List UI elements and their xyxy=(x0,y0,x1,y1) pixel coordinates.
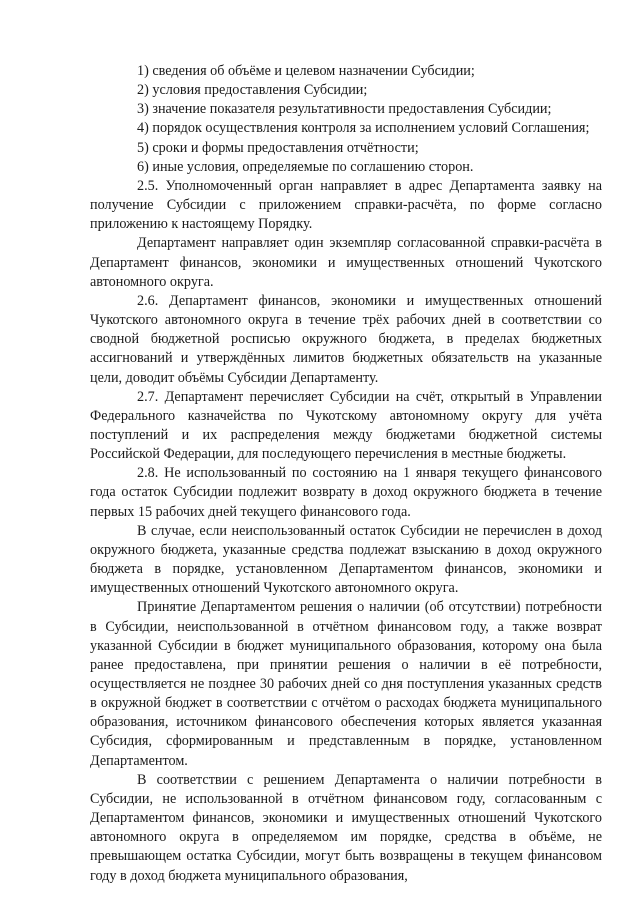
list-item: 6) иные условия, определяемые по соглашению сторон. xyxy=(137,158,474,175)
list-item: 3) значение показателя результативности предоставления Субсидии; xyxy=(137,101,552,118)
document-body xyxy=(90,62,602,886)
list-item: 1) сведения об объёме и целевом назначении Субсидии; xyxy=(137,63,475,79)
list-item: 2) условия предоставления Субсидии; xyxy=(137,82,368,99)
paragraph: 2.5. Уполномоченный орган направляет в адрес Департамента заявку на получение Субсидии с приложением справки-расчёта, по форме согласно приложению к настоящему Порядку. xyxy=(90,177,602,233)
paragraph: 2.6. Департамент финансов, экономики и имущественных отношений Чукотского автономного округа в течение трёх рабочих дней в соответствии со сводной бюджетной росписью окружного бюджета, в пределах бюджетных ассигнований и утверждённых лимитов бюджетных обязательств на указанные цели, доводит объёмы Субсидии Департаменту. xyxy=(90,292,602,386)
paragraph: 2.7. Департамент перечисляет Субсидии на счёт, открытый в Управлении Федерального казначейства по Чукотскому автономному округу для учёта поступлений и их распределения между бюджетами бюджетной системы Российской Федерации, для последующего перечисления в местные бюджеты. xyxy=(90,388,602,463)
list-item: 4) порядок осуществления контроля за исполнением условий Соглашения; xyxy=(137,120,590,137)
paragraph: В случае, если неиспользованный остаток Субсидии не перечислен в доход окружного бюджета, указанные средства подлежат взысканию в доход окружного бюджета в порядке, установленном Департаментом финансов, экономики и имущественных отношений Чукотского автономного округа. xyxy=(90,522,602,597)
paragraph: Департамент направляет один экземпляр согласованной справки-расчёта в Департамент финансов, экономики и имущественных отношений Чукотского автономного округа. xyxy=(90,235,602,290)
list-item: 5) сроки и формы предоставления отчётности; xyxy=(137,139,419,156)
paragraph: В соответствии с решением Департамента о наличии потребности в Субсидии, не использованной в отчётном финансовом году, согласованным с Департаментом финансов, экономики и имущественных отношений Чукотского автономного округа в определяемом им порядке, средства в объёме, не превышающем остатка Субсидии, могут быть возвращены в текущем финансовом году в доход бюджета муниципального образования, xyxy=(90,771,602,884)
paragraph: 2.8. Не использованный по состоянию на 1 января текущего финансового года остаток Субсидии подлежит возврату в доход окружного бюджета в течение первых 15 рабочих дней текущего финансового года. xyxy=(90,465,602,520)
paragraph: Принятие Департаментом решения о наличии (об отсутствии) потребности в Субсидии, неиспользованной в отчётном финансовом году, а также возврат указанной Субсидии в бюджет муниципального образования, которому она была ранее предоставлена, при принятии решения о наличии в её потребности, осуществляется не позднее 30 рабочих дней со дня поступления указанных средств в окружной бюджет в соответствии с отчётом о расходах бюджета муниципального образования, источником финансового обеспечения которых является указанная Субсидия, сформированным и представленным в порядке, установленном Департаментом. xyxy=(90,599,602,769)
